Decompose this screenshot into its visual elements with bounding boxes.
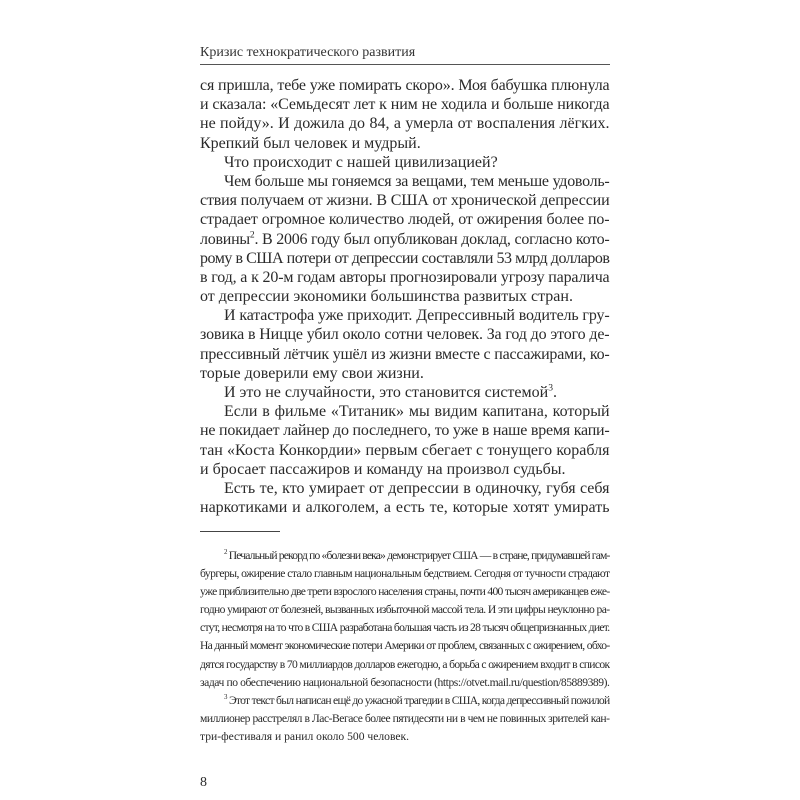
- line-content: [224, 547, 610, 565]
- footnote-line: [200, 619, 610, 637]
- line-text: три-фестиваля и ранил около 500 человек.: [200, 729, 410, 743]
- footnote-line: [200, 583, 610, 601]
- line-text: На данный момент экономические потери Америки от проблем, связанных с ожирением, обхо-: [200, 639, 610, 653]
- line-content: [224, 692, 610, 710]
- text-line: [200, 345, 610, 364]
- footnote-marker: 2: [224, 548, 227, 557]
- line-text: и сказала: «Семьдесят лет к ним не ходила и больше никогда: [200, 96, 610, 114]
- line-content: [200, 421, 610, 440]
- text-line: [200, 210, 610, 229]
- line-content: [200, 656, 610, 674]
- line-text: Печальный рекорд по «болезни века» демонстрирует США — в стране, придумавшей гам-: [226, 549, 610, 562]
- line-content: [200, 210, 610, 229]
- line-content: [200, 191, 610, 210]
- footnote-reference[interactable]: 2: [249, 229, 255, 241]
- line-content: [224, 306, 610, 325]
- footnote-line: [200, 656, 610, 674]
- line-text: и бросает пассажиров и команду на произвол судьбы.: [200, 460, 566, 478]
- text-line: [200, 249, 610, 268]
- line-content: [224, 479, 610, 498]
- line-content: [200, 268, 610, 287]
- line-content: [224, 172, 610, 191]
- text-line: [200, 191, 610, 210]
- footnote-line: [200, 547, 610, 565]
- text-line: [200, 421, 610, 440]
- footnote-line: [200, 637, 610, 655]
- footnote-line: [200, 565, 610, 583]
- line-content: [200, 134, 421, 153]
- line-text: тан «Коста Конкордии» первым сбегает с тонущего корабля: [200, 441, 610, 459]
- footnote-rule: [200, 531, 280, 532]
- line-text: страдает огромное количество людей, от ожирения более по-: [200, 211, 610, 229]
- footnote-line: [200, 601, 610, 619]
- footnote-line: [200, 674, 610, 692]
- line-text: дятся государству в 70 миллиардов долларов ежегодно, а борьба с ожирением входит в список: [200, 657, 610, 671]
- page-number: 8: [200, 775, 207, 790]
- line-content: [200, 710, 610, 728]
- footnote-reference[interactable]: 3: [548, 383, 553, 394]
- line-text: Если в фильме «Титаник» мы видим капитана, который: [224, 403, 610, 421]
- line-content: [200, 345, 610, 364]
- text-line: [200, 325, 610, 344]
- line-content: [200, 114, 610, 133]
- line-content: [200, 364, 424, 383]
- running-header: Кризис технократического развития: [200, 45, 416, 60]
- line-text: наркотиками и алкоголем, а есть те, которые хотят умирать: [200, 499, 610, 517]
- line-content: [200, 498, 610, 517]
- text-line: [200, 383, 610, 402]
- text-line: [200, 172, 610, 191]
- line-content: [224, 153, 498, 172]
- line-text: ся пришла, тебе уже помирать скоро». Моя бабушка плюнула: [200, 77, 610, 94]
- line-text: Есть те, кто умирает от депрессии в одиночку, губя себя: [224, 479, 610, 497]
- line-text: рому в США потери от депрессии составляли 53 млрд долларов: [200, 249, 610, 267]
- line-content: [200, 565, 610, 583]
- text-line: [200, 287, 610, 306]
- line-text: . В 2006 году был опубликован доклад, согласно кото-: [254, 230, 610, 248]
- line-text: от депрессии экономики большинства развитых стран.: [200, 288, 573, 306]
- text-line: [200, 402, 610, 421]
- line-text: стут, несмотря на то что в США разработана большая часть из 28 тысяч общепризнанных диет.: [200, 621, 610, 635]
- line-content: [200, 249, 610, 268]
- line-text: Чем больше мы гоняемся за вещами, тем меньше удоволь-: [224, 172, 610, 190]
- line-text: торые доверили ему свои жизни.: [200, 364, 424, 382]
- line-content: [200, 76, 610, 95]
- footnote-line: [200, 692, 610, 710]
- line-text: задач по обеспечению национальной безопасности (https://otvet.mail.ru/question/85889389).: [200, 675, 610, 689]
- text-line: [200, 76, 610, 95]
- line-content: [200, 441, 610, 460]
- line-content: [200, 325, 610, 344]
- line-content: [200, 460, 566, 479]
- line-content: [200, 674, 610, 692]
- line-text: не покидает лайнер до последнего, то уже в наше время капи-: [200, 422, 610, 440]
- line-text: бургеры, ожирение стало главным национальным бедствием. Сегодня от тучности страдают: [200, 567, 610, 581]
- line-text: ствия получаем от жизни. В США от хронической депрессии: [200, 192, 610, 210]
- line-text: зовика в Ницце убил около сотни человек. За год до этого де-: [200, 326, 610, 344]
- line-text: .: [553, 384, 557, 401]
- line-content: [200, 601, 610, 619]
- text-line: [200, 364, 610, 383]
- line-text: миллионер расстрелял в Лас-Вегасе более пятидесяти ни в чем не повинных зрителей кан-: [200, 711, 610, 725]
- line-content: [200, 637, 610, 655]
- line-text: в год, а к 20-м годам авторы прогнозировали угрозу паралича: [200, 268, 610, 286]
- text-line: [200, 153, 610, 172]
- line-text: уже приблизительно две трети взрослого населения страны, почти 400 тысяч американцев еже-: [200, 585, 610, 599]
- text-line: [200, 460, 610, 479]
- text-line: [200, 479, 610, 498]
- text-line: [200, 230, 610, 249]
- line-content: [200, 287, 573, 306]
- line-text: ловины: [200, 230, 250, 248]
- line-text: Этот текст был написан ещё до ужасной трагедии в США, когда депрессивный пожилой: [226, 693, 610, 707]
- text-line: [200, 441, 610, 460]
- footnote-line: [200, 710, 610, 728]
- line-content: [200, 619, 610, 637]
- footnote-line: [200, 728, 610, 746]
- line-text: Что происходит с нашей цивилизацией?: [224, 153, 498, 171]
- text-line: [200, 134, 610, 153]
- line-text: И это не случайности, это становится системой: [224, 384, 549, 401]
- text-line: [200, 306, 610, 325]
- line-content: [200, 230, 610, 249]
- text-line: [200, 95, 610, 114]
- body-text: [200, 76, 610, 517]
- footnotes: [200, 547, 610, 746]
- line-text: не пойду». И дожила до 84, а умерла от воспаления лёгких.: [200, 115, 610, 133]
- text-line: [200, 498, 610, 517]
- text-line: [200, 114, 610, 133]
- line-content: [224, 383, 557, 402]
- header-rule: [200, 64, 610, 65]
- line-content: [224, 402, 610, 421]
- footnote-marker: 3: [224, 692, 227, 701]
- line-text: годно умирают от болезней, вызванных избыточной массой тела. И эти цифры неуклонно ра-: [200, 603, 610, 617]
- line-content: [200, 583, 610, 601]
- line-content: [200, 95, 610, 114]
- line-text: И катастрофа уже приходит. Депрессивный водитель гру-: [224, 307, 610, 325]
- line-text: Крепкий был человек и мудрый.: [200, 134, 421, 152]
- text-line: [200, 268, 610, 287]
- line-content: [200, 728, 409, 746]
- line-text: прессивный лётчик ушёл из жизни вместе с пассажирами, ко-: [200, 345, 610, 363]
